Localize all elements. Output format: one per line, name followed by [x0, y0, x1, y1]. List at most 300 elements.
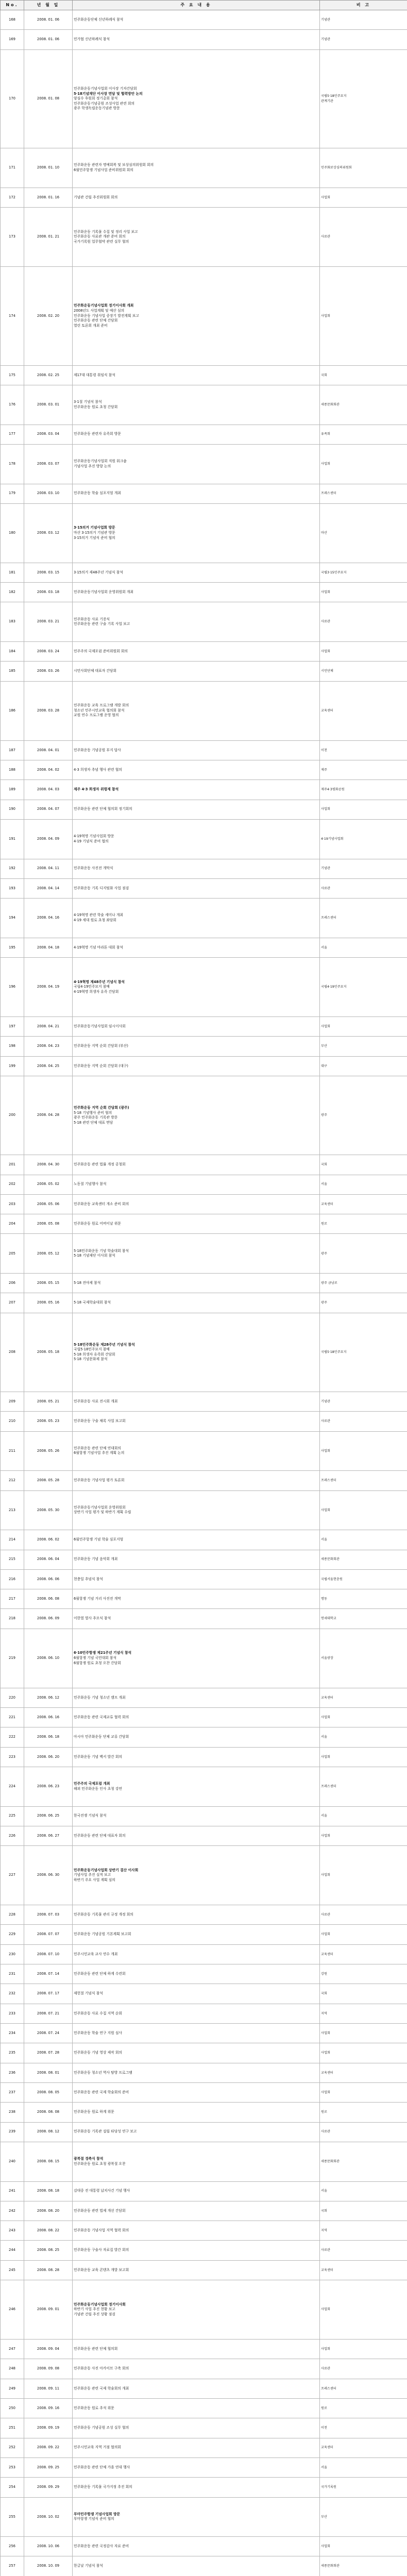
row-event — [73, 602, 320, 642]
row-event — [73, 1017, 320, 1037]
event-line: 5·18기념재단 이사장 면담 및 협력방안 논의 — [74, 91, 143, 96]
row-number: 250 — [1, 2398, 24, 2418]
event-line: 민주화운동 사료관 개관 준비 회의 — [74, 234, 126, 239]
event-line: 부마항쟁 기념식 준비 협의 — [74, 2517, 114, 2521]
note-line: 사업회 — [321, 590, 330, 594]
row-event — [73, 10, 320, 30]
row-date: 2008. 04. 14 — [24, 878, 73, 898]
row-event — [73, 740, 320, 760]
row-event — [73, 2241, 320, 2260]
event-line: 4·3 희생자 추념 행사 관련 협의 — [74, 767, 122, 772]
event-line: 민주화운동 사진 아카이브 구축 회의 — [74, 2366, 129, 2371]
note-line: 사료관 — [321, 2248, 330, 2252]
table-row — [1, 365, 407, 385]
row-date: 2008. 07. 28 — [24, 2043, 73, 2063]
row-event — [73, 2497, 320, 2537]
row-number: 253 — [1, 2458, 24, 2477]
note-line: 강원 — [321, 1972, 327, 1976]
row-date: 2008. 04. 02 — [24, 760, 73, 779]
row-event — [73, 2340, 320, 2359]
event-line: 민주화운동 관련 단체 가을 연대 행사 — [74, 2465, 130, 2469]
table-row — [1, 1234, 407, 1274]
row-date: 2008. 04. 01 — [24, 740, 73, 760]
row-note — [320, 1412, 407, 1431]
event-line: 민주화운동 기념공원 부지 답사 — [74, 748, 121, 752]
row-note — [320, 1155, 407, 1175]
row-date: 2008. 05. 21 — [24, 1392, 73, 1412]
event-line: 김대중 전 대통령 납치사건 기념 행사 — [74, 2189, 130, 2193]
row-note — [320, 2556, 407, 2576]
note-line: 대구 — [321, 1064, 327, 1068]
note-line: 서울 — [321, 945, 327, 950]
event-line: 4·19혁명 제48주년 기념식 참석 — [74, 979, 125, 984]
row-number: 181 — [1, 563, 24, 582]
row-note — [320, 1234, 407, 1274]
row-event — [73, 2537, 320, 2556]
row-note — [320, 1313, 407, 1392]
row-number: 246 — [1, 2280, 24, 2340]
row-event — [73, 365, 320, 385]
row-number: 240 — [1, 2142, 24, 2181]
row-number: 224 — [1, 1767, 24, 1806]
row-date: 2008. 07. 10 — [24, 1944, 73, 1964]
event-line: 민주화운동 기록물 국가지정 추진 회의 — [74, 2485, 132, 2489]
row-number: 178 — [1, 444, 24, 484]
note-line: 기념관 — [321, 38, 330, 42]
row-event — [73, 1392, 320, 1412]
row-date: 2008. 10. 06 — [24, 2537, 73, 2556]
row-event — [73, 563, 320, 582]
note-line: 이천 — [321, 2426, 327, 2430]
row-number: 170 — [1, 49, 24, 148]
row-event — [73, 1964, 320, 1984]
row-date: 2008. 06. 10 — [24, 1629, 73, 1688]
event-line: 민주화운동 기록물 수집 및 정리 사업 보고 — [74, 229, 138, 234]
row-note — [320, 2280, 407, 2340]
table-row — [1, 1017, 407, 1037]
chronicle-rows — [1, 10, 407, 2576]
event-line: 국립5·18민주묘지 참배 — [74, 1347, 110, 1352]
event-line: 민주화운동 관련자 유족회 방문 — [74, 432, 121, 436]
note-line: 서울 — [321, 1735, 327, 1739]
row-date: 2008. 08. 15 — [24, 2142, 73, 2181]
row-number: 197 — [1, 1017, 24, 1037]
event-line: 민주화운동기념사업회 상반기 결산 이사회 — [74, 1868, 139, 1872]
note-line: 교육센터 — [321, 1952, 333, 1956]
note-line: 시민단체 — [321, 669, 333, 673]
row-event — [73, 2260, 320, 2280]
row-date: 2008. 06. 18 — [24, 1727, 73, 1747]
table-row — [1, 958, 407, 1017]
table-row — [1, 2201, 407, 2221]
row-note — [320, 1076, 407, 1155]
table-row — [1, 563, 407, 582]
note-line: 사업회 — [321, 807, 330, 811]
event-line: 민주시민교육 교사 연수 개최 — [74, 1952, 118, 1956]
row-note — [320, 425, 407, 444]
event-line: 민주화운동기념사업회 운영위원회 개최 — [74, 589, 133, 594]
table-row — [1, 1194, 407, 1214]
table-header-row — [1, 1, 407, 10]
table-row — [1, 1826, 407, 1845]
event-line: 4·19 세대 원로 초청 좌담회 — [74, 918, 116, 922]
note-line: 사료관 — [321, 235, 330, 239]
row-note — [320, 563, 407, 582]
row-number: 219 — [1, 1629, 24, 1688]
row-date: 2008. 06. 08 — [24, 1589, 73, 1609]
table-row — [1, 2537, 407, 2556]
note-line: 4·19기념사업회 — [321, 837, 344, 841]
table-row — [1, 503, 407, 563]
row-number: 172 — [1, 188, 24, 207]
note-line: 사업회 — [321, 314, 330, 318]
note-line: 국회 — [321, 373, 327, 377]
row-note — [320, 1037, 407, 1056]
note-line: 사료관 — [321, 1419, 330, 1423]
row-date: 2008. 06. 27 — [24, 1826, 73, 1845]
note-line: 마산 — [321, 531, 327, 535]
event-line: 한국전쟁 기념식 참석 — [74, 1814, 107, 1818]
note-line: 사업회 — [321, 1834, 330, 1838]
table-row — [1, 2082, 407, 2102]
row-note — [320, 760, 407, 779]
note-line: 사업회 — [321, 1715, 330, 1719]
event-line: 민주화운동 기록관 설립 타당성 연구 보고 — [74, 2129, 137, 2134]
event-line: 시민사회단체 대표자 간담회 — [74, 669, 117, 673]
row-date: 2008. 04. 30 — [24, 1155, 73, 1175]
event-line: 5·18 기념행사 준비 협의 — [74, 1110, 112, 1115]
event-line: 민가협 신년하례식 참석 — [74, 37, 110, 42]
note-line: 프레스센터 — [321, 916, 336, 920]
row-date: 2008. 05. 02 — [24, 1175, 73, 1194]
event-line: 민주화운동단체 신년하례식 참석 — [74, 17, 124, 22]
note-line: 사업회 — [321, 2051, 330, 2055]
event-line: 민주화운동 관련 법률 개정 공청회 — [74, 1162, 126, 1167]
row-number: 221 — [1, 1708, 24, 1727]
note-line: 관계기관 — [321, 99, 333, 103]
event-line: 민주화운동기념사업회 이사장 기자간담회 — [74, 86, 137, 91]
table-row — [1, 800, 407, 819]
row-date: 2008. 10. 09 — [24, 2556, 73, 2576]
event-line: 민주화운동 관련 법제 개선 간담회 — [74, 2208, 126, 2213]
row-event — [73, 583, 320, 602]
event-line: 광주 민주화운동 기록관 방문 — [74, 1115, 118, 1120]
row-event — [73, 385, 320, 425]
row-date: 2008. 05. 16 — [24, 1293, 73, 1313]
row-note — [320, 49, 407, 148]
table-row — [1, 1984, 407, 2004]
note-line: 광주 금남로 — [321, 1281, 337, 1285]
row-date: 2008. 05. 08 — [24, 1214, 73, 1234]
row-note — [320, 1550, 407, 1569]
header-event: 주 요 내 용 — [73, 1, 320, 10]
table-row — [1, 1037, 407, 1056]
event-line: 민주화운동 원로 초청 간담회 — [74, 404, 118, 409]
row-number: 239 — [1, 2122, 24, 2142]
row-event — [73, 2181, 320, 2201]
table-row — [1, 681, 407, 740]
table-row — [1, 2398, 407, 2418]
row-event — [73, 1629, 320, 1688]
event-line: 민주화운동 교육센터 개소 준비 회의 — [74, 1201, 129, 1206]
row-note — [320, 2221, 407, 2241]
row-number: 254 — [1, 2478, 24, 2497]
row-note — [320, 602, 407, 642]
row-note — [320, 1175, 407, 1194]
row-number: 177 — [1, 425, 24, 444]
note-line: 원로 — [321, 2406, 327, 2410]
row-event — [73, 1727, 320, 1747]
row-event — [73, 267, 320, 366]
row-note — [320, 1984, 407, 2004]
note-line: 프레스센터 — [321, 2386, 336, 2391]
row-number: 198 — [1, 1037, 24, 1056]
event-line: 민주화운동 교육 콘텐츠 개발 보고회 — [74, 2267, 129, 2272]
table-row — [1, 267, 407, 366]
table-row — [1, 1727, 407, 1747]
event-line: 민주화운동기념사업회 정기이사회 개최 — [74, 303, 134, 308]
row-event — [73, 1826, 320, 1845]
row-event — [73, 1076, 320, 1155]
row-event — [73, 662, 320, 681]
note-line: 제주 — [321, 768, 327, 772]
row-event — [73, 681, 320, 740]
row-number: 248 — [1, 2359, 24, 2379]
row-number: 235 — [1, 2043, 24, 2063]
event-line: 민주화운동 관련 국제교류 협력 회의 — [74, 1715, 129, 1719]
row-date: 2008. 09. 01 — [24, 2280, 73, 2340]
table-row — [1, 208, 407, 267]
row-note — [320, 958, 407, 1017]
row-note — [320, 1629, 407, 1688]
row-event — [73, 1806, 320, 1826]
row-date: 2008. 05. 12 — [24, 1234, 73, 1274]
table-row — [1, 30, 407, 49]
event-line: 민주화운동 기념사업 중장기 발전계획 보고 — [74, 313, 139, 318]
row-date: 2008. 04. 18 — [24, 938, 73, 957]
row-number: 199 — [1, 1056, 24, 1076]
note-line: 국가기록원 — [321, 2485, 336, 2489]
table-row — [1, 878, 407, 898]
table-row — [1, 1905, 407, 1925]
row-event — [73, 188, 320, 207]
row-date: 2008. 03. 28 — [24, 681, 73, 740]
note-line: 서울 — [321, 1182, 327, 1187]
table-row — [1, 1392, 407, 1412]
row-event — [73, 503, 320, 563]
row-event — [73, 1688, 320, 1707]
row-note — [320, 1293, 407, 1313]
row-note — [320, 2438, 407, 2458]
row-note — [320, 1727, 407, 1747]
row-number: 187 — [1, 740, 24, 760]
table-row — [1, 49, 407, 148]
row-number: 175 — [1, 365, 24, 385]
event-line: 6월항쟁 기념 거리 사진전 개막 — [74, 1596, 121, 1601]
note-line: 국립4·19민주묘지 — [321, 985, 347, 989]
note-line: 유족회 — [321, 432, 330, 436]
event-line: 민주시민교육 지역 거점 협의회 — [74, 2445, 121, 2450]
row-date: 2008. 05. 18 — [24, 1313, 73, 1392]
event-line: 민주화운동 관련 단체 하계 수련회 — [74, 1971, 126, 1976]
row-note — [320, 878, 407, 898]
event-line: 민주화운동 기념사업 평가 토론회 — [74, 1478, 125, 1483]
table-row — [1, 1175, 407, 1194]
row-note — [320, 662, 407, 681]
row-event — [73, 2221, 320, 2241]
row-date: 2008. 04. 19 — [24, 958, 73, 1017]
row-note — [320, 1747, 407, 1767]
event-line: 민주화운동 원로 추석 위문 — [74, 2405, 114, 2410]
table-row — [1, 10, 407, 30]
row-note — [320, 2340, 407, 2359]
row-number: 188 — [1, 760, 24, 779]
event-line: 4·19 기념식 준비 협의 — [74, 839, 109, 843]
note-line: 원로 — [321, 1222, 327, 1226]
event-line: 민주화운동 사료 전시회 개최 — [74, 1399, 118, 1403]
row-note — [320, 1392, 407, 1412]
row-date: 2008. 08. 20 — [24, 2201, 73, 2221]
event-line: 6월민주항쟁 기념 학술 심포지엄 — [74, 1537, 124, 1542]
event-line: 민주화운동 교육 프로그램 개발 회의 — [74, 703, 129, 708]
note-line: 민주화보상심의위원회 — [321, 166, 352, 170]
row-number: 226 — [1, 1826, 24, 1845]
row-number: 206 — [1, 1274, 24, 1293]
event-line: 6월항쟁 원로 초청 오찬 간담회 — [74, 1660, 121, 1665]
row-number: 176 — [1, 385, 24, 425]
table-row — [1, 1925, 407, 1944]
row-date: 2008. 08. 05 — [24, 2082, 73, 2102]
row-number: 231 — [1, 1964, 24, 1984]
row-note — [320, 208, 407, 267]
table-row — [1, 148, 407, 188]
note-line: 교육센터 — [321, 708, 333, 713]
table-row — [1, 1530, 407, 1550]
row-date: 2008. 02. 25 — [24, 365, 73, 385]
row-date: 2008. 01. 06 — [24, 30, 73, 49]
note-line: 프레스센터 — [321, 1479, 336, 1483]
row-event — [73, 878, 320, 898]
event-line: 노동절 기념행사 참석 — [74, 1182, 107, 1187]
table-row — [1, 2122, 407, 2142]
event-line: 민주화운동 기념 백서 발간 회의 — [74, 1754, 122, 1759]
event-line: 5·18 전야제 참석 — [74, 1280, 101, 1285]
note-line: 서울 — [321, 1538, 327, 1542]
row-event — [73, 1056, 320, 1076]
event-line: 민주화운동 관련 단체 협의회 — [74, 2346, 118, 2351]
row-note — [320, 188, 407, 207]
row-number: 186 — [1, 681, 24, 740]
note-line: 세종문화회관 — [321, 2159, 340, 2163]
note-line: 서울광장 — [321, 1656, 333, 1660]
row-date: 2008. 07. 14 — [24, 1964, 73, 1984]
row-number: 223 — [1, 1747, 24, 1767]
event-line: 민주화운동 관련 단체 연대회의 — [74, 1446, 121, 1450]
row-note — [320, 1708, 407, 1727]
row-date: 2008. 08. 08 — [24, 2103, 73, 2122]
row-number: 213 — [1, 1490, 24, 1530]
row-number: 216 — [1, 1569, 24, 1589]
table-row — [1, 2241, 407, 2260]
event-line: 기념사업 추진 방향 논의 — [74, 464, 111, 468]
row-event — [73, 208, 320, 267]
row-note — [320, 1688, 407, 1707]
row-number: 211 — [1, 1431, 24, 1471]
row-number: 230 — [1, 1944, 24, 1964]
event-line: 민주화운동 지역 순회 간담회 (대구) — [74, 1063, 128, 1068]
row-date: 2008. 08. 18 — [24, 2181, 73, 2201]
event-line: 민주화운동 기념 청소년 캠프 개최 — [74, 1695, 126, 1700]
note-line: 사업회 — [321, 1755, 330, 1759]
event-line: 민주화운동 지역 순회 간담회 (광주) — [74, 1105, 129, 1110]
event-line: 4·19혁명 기념사업회 방문 — [74, 834, 114, 839]
row-event — [73, 484, 320, 503]
row-date: 2008. 01. 08 — [24, 49, 73, 148]
row-event — [73, 1530, 320, 1550]
row-note — [320, 10, 407, 30]
table-row — [1, 1944, 407, 1964]
event-line: 6월민주항쟁 기념사업 준비위원회 회의 — [74, 168, 133, 173]
row-note — [320, 1471, 407, 1490]
event-line: 민주화운동 관련 단체 대표자 회의 — [74, 1833, 126, 1838]
note-line: 사업회 — [321, 1873, 330, 1877]
note-line: 이천 — [321, 748, 327, 752]
table-row — [1, 2556, 407, 2576]
row-note — [320, 1431, 407, 1471]
row-date: 2008. 09. 22 — [24, 2438, 73, 2458]
row-number: 242 — [1, 2201, 24, 2221]
note-line: 지역 — [321, 2229, 327, 2233]
row-event — [73, 1234, 320, 1274]
row-number: 190 — [1, 800, 24, 819]
event-line: 이한열 열사 추모식 참석 — [74, 1616, 111, 1621]
table-row — [1, 188, 407, 207]
table-row — [1, 2103, 407, 2122]
table-row — [1, 1293, 407, 1313]
row-event — [73, 1984, 320, 2004]
event-line: 4·19혁명 희생자 유족 간담회 — [74, 989, 119, 994]
row-number: 209 — [1, 1392, 24, 1412]
row-event — [73, 2142, 320, 2181]
row-note — [320, 1925, 407, 1944]
row-event — [73, 642, 320, 662]
table-row — [1, 760, 407, 779]
row-date: 2008. 01. 21 — [24, 208, 73, 267]
note-line: 연세대학교 — [321, 1617, 336, 1621]
header-no: No. — [1, 1, 24, 10]
table-row — [1, 2359, 407, 2379]
row-event — [73, 899, 320, 938]
row-event — [73, 780, 320, 800]
table-row — [1, 1076, 407, 1155]
note-line: 기념관 — [321, 1399, 330, 1403]
note-line: 국립서울현충원 — [321, 1577, 343, 1581]
row-note — [320, 1569, 407, 1589]
row-date: 2008. 03. 12 — [24, 503, 73, 563]
row-note — [320, 681, 407, 740]
row-date: 2008. 04. 11 — [24, 859, 73, 878]
event-line: 민주화운동 기념사업 지역 협력 회의 — [74, 2228, 129, 2233]
note-line: 사료관 — [321, 1913, 330, 1917]
event-line: 민주주의 국제포럼 준비위원회 회의 — [74, 649, 128, 653]
note-line: 교육센터 — [321, 1696, 333, 1700]
table-row — [1, 2478, 407, 2497]
row-event — [73, 1708, 320, 1727]
row-number: 203 — [1, 1194, 24, 1214]
note-line: 세종문화회관 — [321, 2564, 340, 2568]
event-line: 3·15의거 제48주년 기념식 참석 — [74, 570, 123, 574]
row-date: 2008. 07. 07 — [24, 1925, 73, 1944]
